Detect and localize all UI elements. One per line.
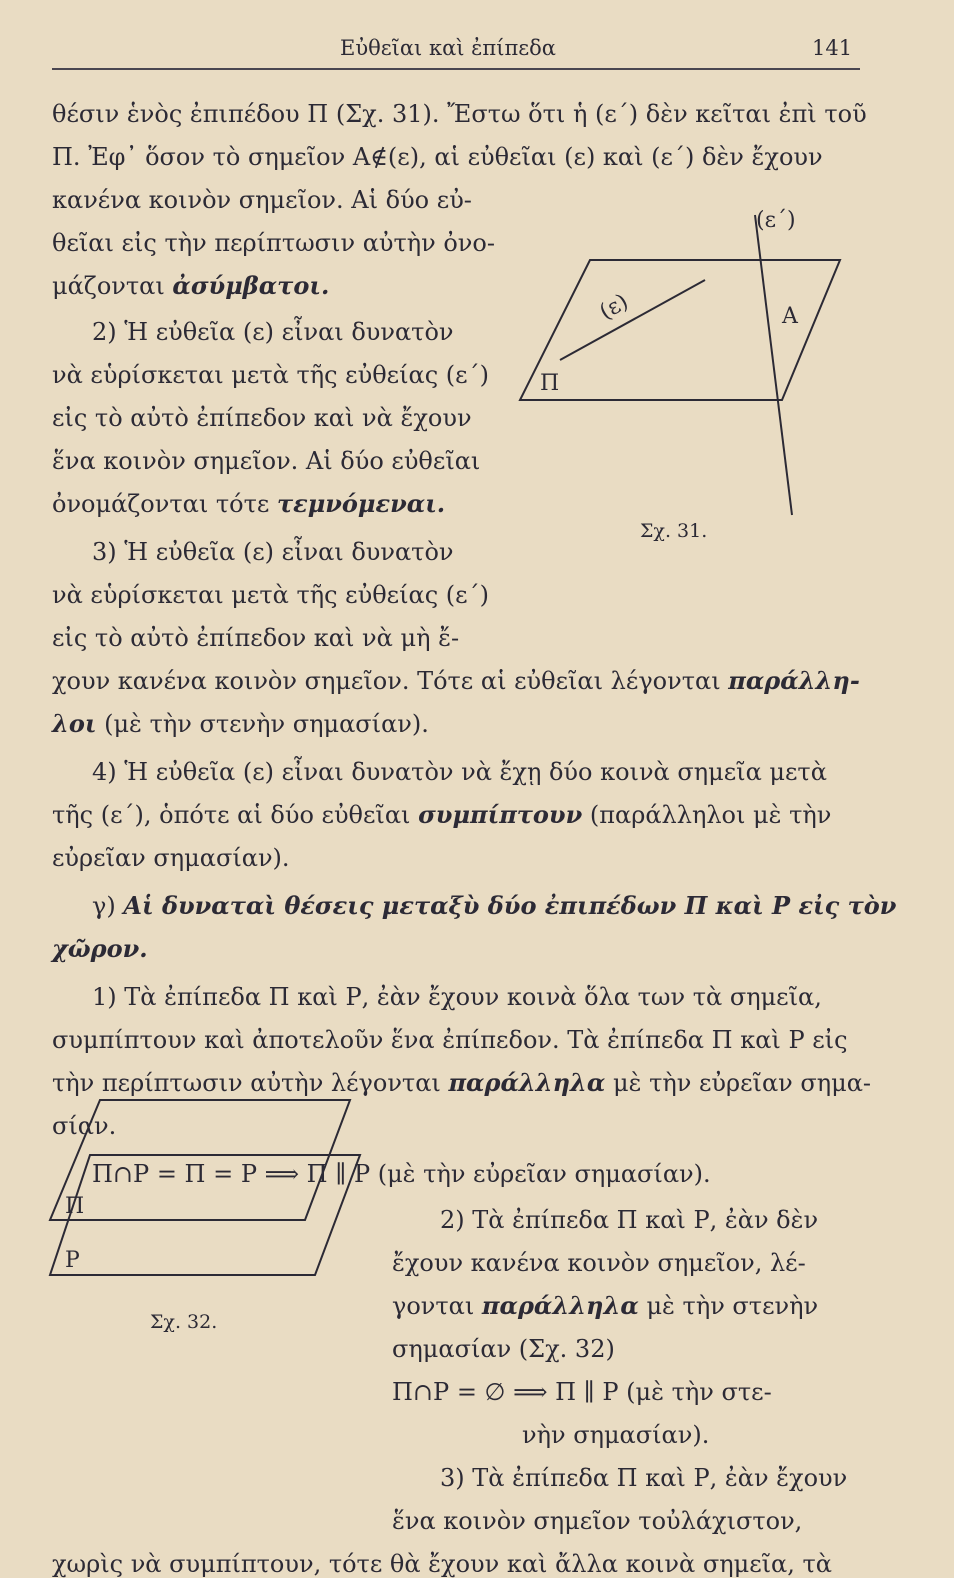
text-span: μάζονται <box>52 272 165 300</box>
text-span: μὲ τὴν εὐρεῖαν σημα- <box>612 1069 872 1097</box>
figure-32-caption: Σχ. 32. <box>150 1311 218 1333</box>
plane-pi <box>520 260 840 400</box>
text-line: 1) Τὰ ἐπίπεδα Π καὶ Ρ, ἐὰν ἔχουν κοινὰ ὅλα των τὰ σημεῖα, <box>92 983 822 1011</box>
term-temnomenai: τεμνόμεναι. <box>276 489 446 518</box>
label-pi: Π <box>540 371 560 396</box>
text-span: τὴν περίπτωσιν αὐτὴν λέγονται <box>52 1069 441 1097</box>
section-title: Αἱ δυναταὶ θέσεις μεταξὺ δύο ἐπιπέδων Π καὶ Ρ εἰς τὸν <box>123 891 897 920</box>
text-line: χωρὶς νὰ συμπίπτουν, τότε θὰ ἔχουν καὶ ἄλλα κοινὰ σημεῖα, τὰ <box>52 1550 832 1578</box>
text-line: σίαν. <box>52 1112 117 1140</box>
text-line: 3) Ἡ εὐθεῖα (ε) εἶναι δυνατὸν <box>92 538 454 566</box>
figure-31 <box>520 185 850 515</box>
term-asymbatoi: ἀσύμβατοι. <box>172 271 330 300</box>
figure-31-caption: Σχ. 31. <box>640 520 708 542</box>
plane-rho <box>50 1155 360 1275</box>
text-line: Π. Ἐφ᾿ ὅσον τὸ σημεῖον Α∉(ε), αἱ εὐθεῖαι (ε) καὶ (ε΄) δὲν ἔχουν <box>52 143 823 171</box>
text-line <box>392 1291 819 1320</box>
text-line: 2) Τὰ ἐπίπεδα Π καὶ Ρ, ἐὰν δὲν <box>440 1206 819 1234</box>
text-span: γονται <box>392 1292 475 1320</box>
text-line <box>52 271 330 300</box>
formula: νὴν σημασίαν). <box>522 1421 710 1449</box>
header-rule <box>52 68 860 70</box>
figure-32 <box>50 1085 370 1305</box>
term-parallhla: παράλληλα <box>448 1068 606 1097</box>
text-span: (μὲ τὴν στενὴν σημασίαν). <box>104 710 429 738</box>
text-line <box>52 489 446 518</box>
text-line: θέσιν ἑνὸς ἐπιπέδου Π (Σχ. 31). Ἔστω ὅτι ἡ (ε΄) δὲν κεῖται ἐπὶ τοῦ <box>52 100 867 128</box>
text-line <box>52 709 429 738</box>
text-span: ὀνομάζονται τότε <box>52 490 270 518</box>
page-number: 141 <box>812 36 853 60</box>
text-line: εὐρεῖαν σημασίαν). <box>52 844 290 872</box>
text-line: ἕνα κοινὸν σημεῖον τοὐλάχιστον, <box>392 1507 803 1535</box>
label-pi: Π <box>65 1194 85 1219</box>
text-line: 2) Ἡ εὐθεῖα (ε) εἶναι δυνατὸν <box>92 318 454 346</box>
text-line: νὰ εὑρίσκεται μετὰ τῆς εὐθείας (ε΄) <box>52 361 489 389</box>
text-line <box>52 800 832 829</box>
section-heading-end: χῶρον. <box>52 934 148 963</box>
label-A: Α <box>782 304 798 329</box>
label-e: (ε) <box>595 289 633 326</box>
text-line: ἕνα κοινὸν σημεῖον. Αἱ δύο εὐθεῖαι <box>52 447 481 475</box>
text-line: 4) Ἡ εὐθεῖα (ε) εἶναι δυνατὸν νὰ ἔχῃ δύο κοινὰ σημεῖα μετὰ <box>92 758 827 786</box>
text-line: ἔχουν κανένα κοινὸν σημεῖον, λέ- <box>392 1249 806 1277</box>
label-rho: Ρ <box>65 1248 80 1273</box>
text-line: θεῖαι εἰς τὴν περίπτωσιν αὐτὴν ὀνο- <box>52 229 495 257</box>
text-line: νὰ εὑρίσκεται μετὰ τῆς εὐθείας (ε΄) <box>52 581 489 609</box>
term-parallhla: παράλληλα <box>481 1291 639 1320</box>
text-line: συμπίπτουν καὶ ἀποτελοῦν ἕνα ἐπίπεδον. Τὰ ἐπίπεδα Π καὶ Ρ εἰς <box>52 1026 848 1054</box>
line-e <box>560 280 705 360</box>
formula: Π∩Ρ = Π = Ρ ⟹ Π ∥ Ρ (μὲ τὴν εὐρεῖαν σημασίαν). <box>92 1160 711 1188</box>
text-line: κανένα κοινὸν σημεῖον. Αἱ δύο εὐ- <box>52 186 472 214</box>
section-heading <box>92 891 897 920</box>
text-line: σημασίαν (Σχ. 32) <box>392 1335 615 1363</box>
text-span: γ) <box>92 892 116 920</box>
term-sympiptoun: συμπίπτουν <box>418 800 583 829</box>
running-header: Εὐθεῖαι καὶ ἐπίπεδα <box>340 36 556 60</box>
plane-pi <box>50 1100 350 1220</box>
text-line: εἰς τὸ αὐτὸ ἐπίπεδον καὶ νὰ μὴ ἔ- <box>52 624 460 652</box>
text-span: χουν κανένα κοινὸν σημεῖον. Τότε αἱ εὐθεῖαι λέγονται <box>52 667 721 695</box>
label-e-prime: (ε΄) <box>756 208 796 233</box>
text-line <box>52 666 860 695</box>
term-parallhloi-end: λοι <box>52 709 97 738</box>
text-span: μὲ τὴν στενὴν <box>646 1292 819 1320</box>
text-span: (παράλληλοι μὲ τὴν <box>589 801 832 829</box>
term-parallhloi: παράλλη- <box>728 666 860 695</box>
text-line: 3) Τὰ ἐπίπεδα Π καὶ Ρ, ἐὰν ἔχουν <box>440 1464 848 1492</box>
text-span: τῆς (ε΄), ὁπότε αἱ δύο εὐθεῖαι <box>52 801 411 829</box>
formula: Π∩Ρ = ∅ ⟹ Π ∥ Ρ (μὲ τὴν στε- <box>392 1378 772 1406</box>
text-line: εἰς τὸ αὐτὸ ἐπίπεδον καὶ νὰ ἔχουν <box>52 404 472 432</box>
